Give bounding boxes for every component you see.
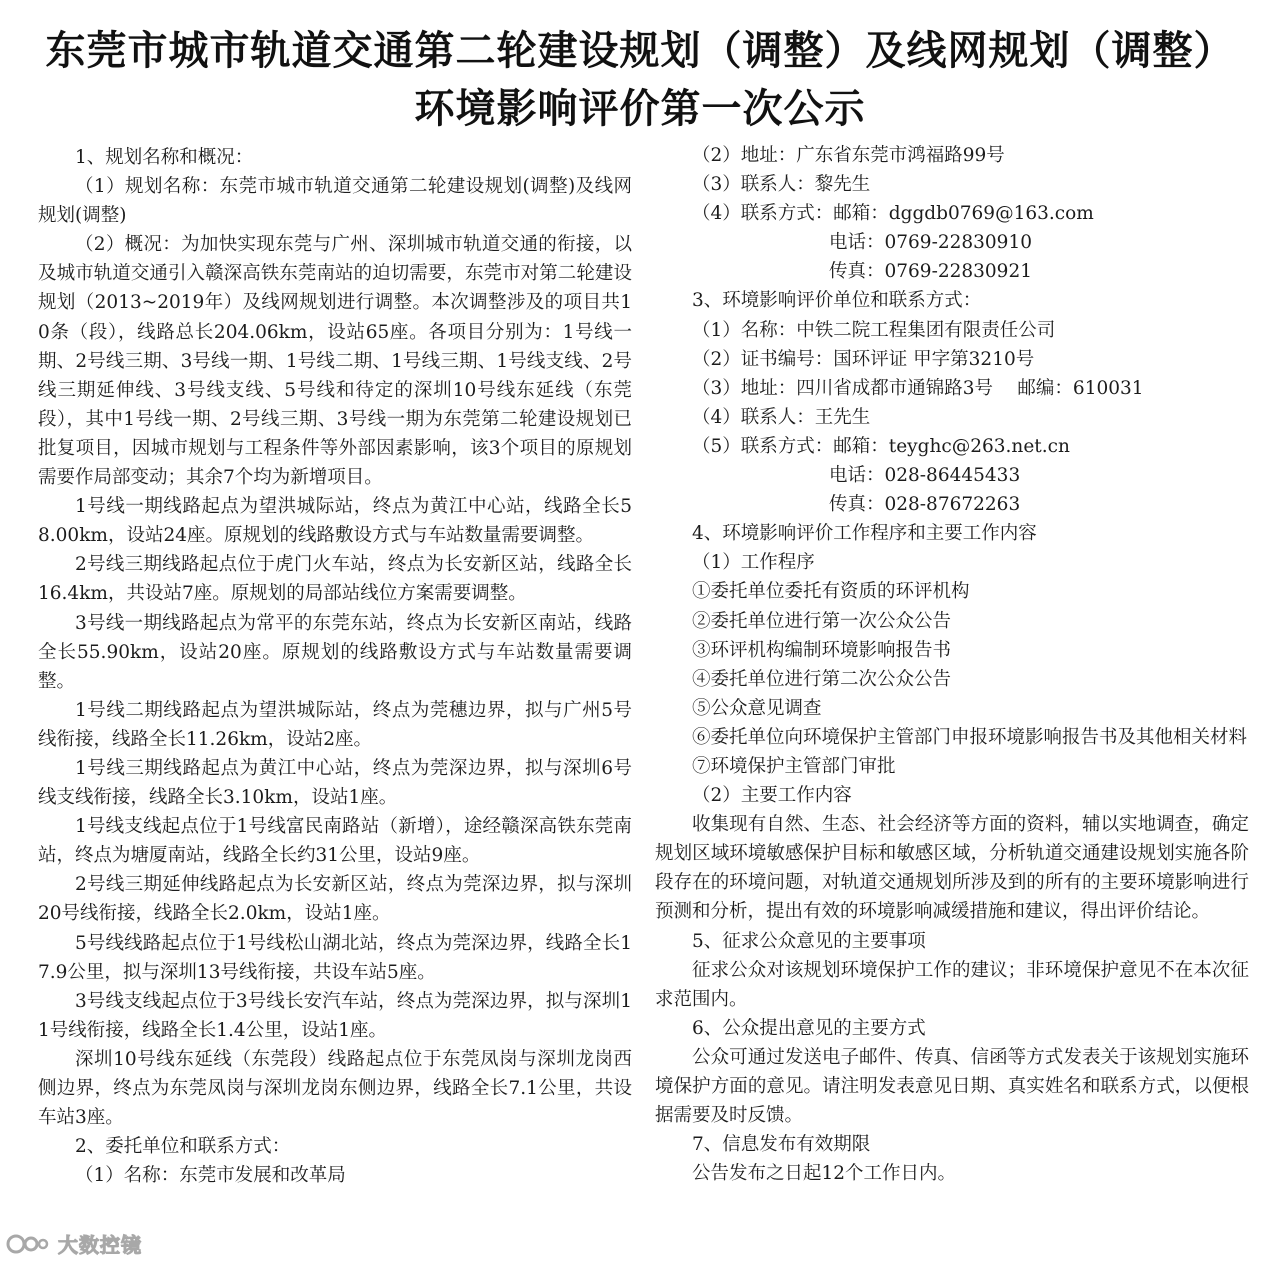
line1-phase1-paragraph: 1号线一期线路起点为望洪城际站，终点为黄江中心站，线路全长58.00km，设站24座。原规划的线路敷设方式与车站数量需要调整。 <box>38 496 632 547</box>
overview-paragraph: （2）概况：为加快实现东莞与广州、深圳城市轨道交通的衔接，以及城市轨道交通引入赣深高铁东莞南站的迫切需要，东莞市对第二轮建设规划（2013~2019年）及线网规划进行调整。本次调整涉及的项目共10条（段），线路总长204.06km，设站65座。各项目分别为：1号线一期、2号线三期、3号线一期、1号线二期、1号线三期、1号线支线、2号线三期延伸线、3号线支线、5号线和待定的深圳10号线东延线（东莞段），其中1号线一期、2号线三期、3号线一期为东莞第二轮建设规划已批复项目，因城市规划与工程条件等外部因素影响，该3个项目的原规划需要作局部变动；其余7个均为新增项目。 <box>38 234 632 489</box>
procedure-step-2: ②委托单位进行第一次公众公告 <box>692 610 952 632</box>
main-work-paragraph: 收集现有自然、生态、社会经济等方面的资料，辅以实地调查，确定规划区域环境敏感保护目标和敏感区域，分析轨道交通建设规划实施各阶段存在的环境问题，对轨道交通规划所涉及到的所有的主要环境影响进行预测和分析，提出有效的环境影响减缓措施和建议，得出评价结论。 <box>655 814 1249 923</box>
procedure-step-4: ④委托单位进行第二次公众公告 <box>692 668 952 690</box>
client-phone: 电话：0769-22830910 <box>829 232 1032 254</box>
section-7-heading: 7、信息发布有效期限 <box>692 1134 871 1156</box>
eia-unit-name: （1）名称：中铁二院工程集团有限责任公司 <box>692 319 1056 341</box>
shenzhen-line10-paragraph: 深圳10号线东延线（东莞段）线路起点位于东莞凤岗与深圳龙岗西侧边界，终点为东莞凤岗与深圳龙岗东侧边界，线路全长7.1公里，共设车站3座。 <box>38 1048 632 1129</box>
procedure-step-7: ⑦环境保护主管部门审批 <box>692 755 896 777</box>
line2-extension-paragraph: 2号线三期延伸线路起点为长安新区站，终点为莞深边界，拟与深圳20号线衔接，线路全长2.0km，设站1座。 <box>38 874 632 925</box>
left-column <box>38 143 632 1190</box>
eia-phone: 电话：028-86445433 <box>829 465 1021 487</box>
client-address: （2）地址：广东省东莞市鸿福路99号 <box>692 145 1005 166</box>
line5-paragraph: 5号线线路起点位于1号线松山湖北站，终点为莞深边界，线路全长17.9公里，拟与深圳13号线衔接，共设车站5座。 <box>38 932 632 983</box>
section-4-heading: 4、环境影响评价工作程序和主要工作内容 <box>692 523 1037 545</box>
client-contact-email: （4）联系方式：邮箱：dggdb0769@163.com <box>692 203 1094 225</box>
line2-phase3-paragraph: 2号线三期线路起点位于虎门火车站，终点为长安新区站，线路全长16.4km，共设站7座。原规划的局部站线位方案需要调整。 <box>38 554 632 605</box>
procedure-step-3: ③环评机构编制环境影响报告书 <box>692 639 952 661</box>
section-1-heading: 1、规划名称和概况： <box>75 147 254 168</box>
section-6-paragraph: 公众可通过发送电子邮件、传真、信函等方式发表关于该规划实施环境保护方面的意见。请注明发表意见日期、真实姓名和联系方式，以便根据需要及时反馈。 <box>655 1046 1249 1127</box>
watermark-text: 大数控镜 <box>58 1232 142 1257</box>
client-fax: 传真：0769-22830921 <box>829 261 1032 283</box>
client-name: （1）名称：东莞市发展和改革局 <box>75 1165 346 1187</box>
procedure-step-5: ⑤公众意见调查 <box>692 697 822 719</box>
line3-phase1-paragraph: 3号线一期线路起点为常平的东莞东站，终点为长安新区南站，线路全长55.90km，设站20座。原规划的线路敷设方式与车站数量需要调整。 <box>38 612 632 692</box>
line1-branch-paragraph: 1号线支线起点位于1号线富民南路站（新增），途经赣深高铁东莞南站，终点为塘厦南站，线路全长约31公里，设站9座。 <box>38 816 632 867</box>
line1-phase3-paragraph: 1号线三期线路起点为黄江中心站，终点为莞深边界，拟与深圳6号线支线衔接，线路全长3.10km，设站1座。 <box>38 757 632 809</box>
section-7-paragraph: 公告发布之日起12个工作日内。 <box>692 1163 957 1185</box>
page-title <box>0 22 1280 138</box>
section-3-heading: 3、环境影响评价单位和联系方式： <box>692 290 982 312</box>
eia-contact-person: （4）联系人：王先生 <box>692 406 871 428</box>
eia-unit-address: （3）地址：四川省成都市通锦路3号 邮编：610031 <box>692 377 1144 399</box>
watermark <box>6 1226 142 1260</box>
section-6-heading: 6、公众提出意见的主要方式 <box>692 1017 926 1039</box>
title-line-1: 东莞市城市轨道交通第二轮建设规划（调整）及线网规划（调整） <box>45 28 1235 74</box>
section-5-paragraph: 征求公众对该规划环境保护工作的建议；非环境保护意见不在本次征求范围内。 <box>655 959 1249 1010</box>
line3-branch-paragraph: 3号线支线起点位于3号线长安汽车站，终点为莞深边界，拟与深圳11号线衔接，线路全长1.4公里，设站1座。 <box>38 990 632 1041</box>
right-column <box>655 141 1249 1188</box>
eia-certificate-number: （2）证书编号：国环评证 甲字第3210号 <box>692 348 1035 370</box>
main-work-heading: （2）主要工作内容 <box>692 785 852 807</box>
title-line-2: 环境影响评价第一次公示 <box>414 86 866 132</box>
line1-phase2-paragraph: 1号线二期线路起点为望洪城际站，终点为莞穗边界，拟与广州5号线衔接，线路全长11.26km，设站2座。 <box>38 699 632 750</box>
procedure-step-6: ⑥委托单位向环境保护主管部门申报环境影响报告书及其他相关材料 <box>692 726 1248 748</box>
plan-name-paragraph: （1）规划名称：东莞市城市轨道交通第二轮建设规划(调整)及线网规划(调整) <box>38 176 632 227</box>
work-procedure-heading: （1）工作程序 <box>692 552 815 574</box>
client-contact-person: （3）联系人：黎先生 <box>692 174 871 196</box>
eia-contact-email: （5）联系方式：邮箱：teyghc@263.net.cn <box>692 435 1070 457</box>
procedure-step-1: ①委托单位委托有资质的环评机构 <box>692 581 970 603</box>
eia-fax: 传真：028-87672263 <box>829 494 1021 516</box>
watermark-logo-icon <box>6 1230 52 1256</box>
section-5-heading: 5、征求公众意见的主要事项 <box>692 930 926 952</box>
section-2-heading: 2、委托单位和联系方式： <box>75 1136 291 1158</box>
